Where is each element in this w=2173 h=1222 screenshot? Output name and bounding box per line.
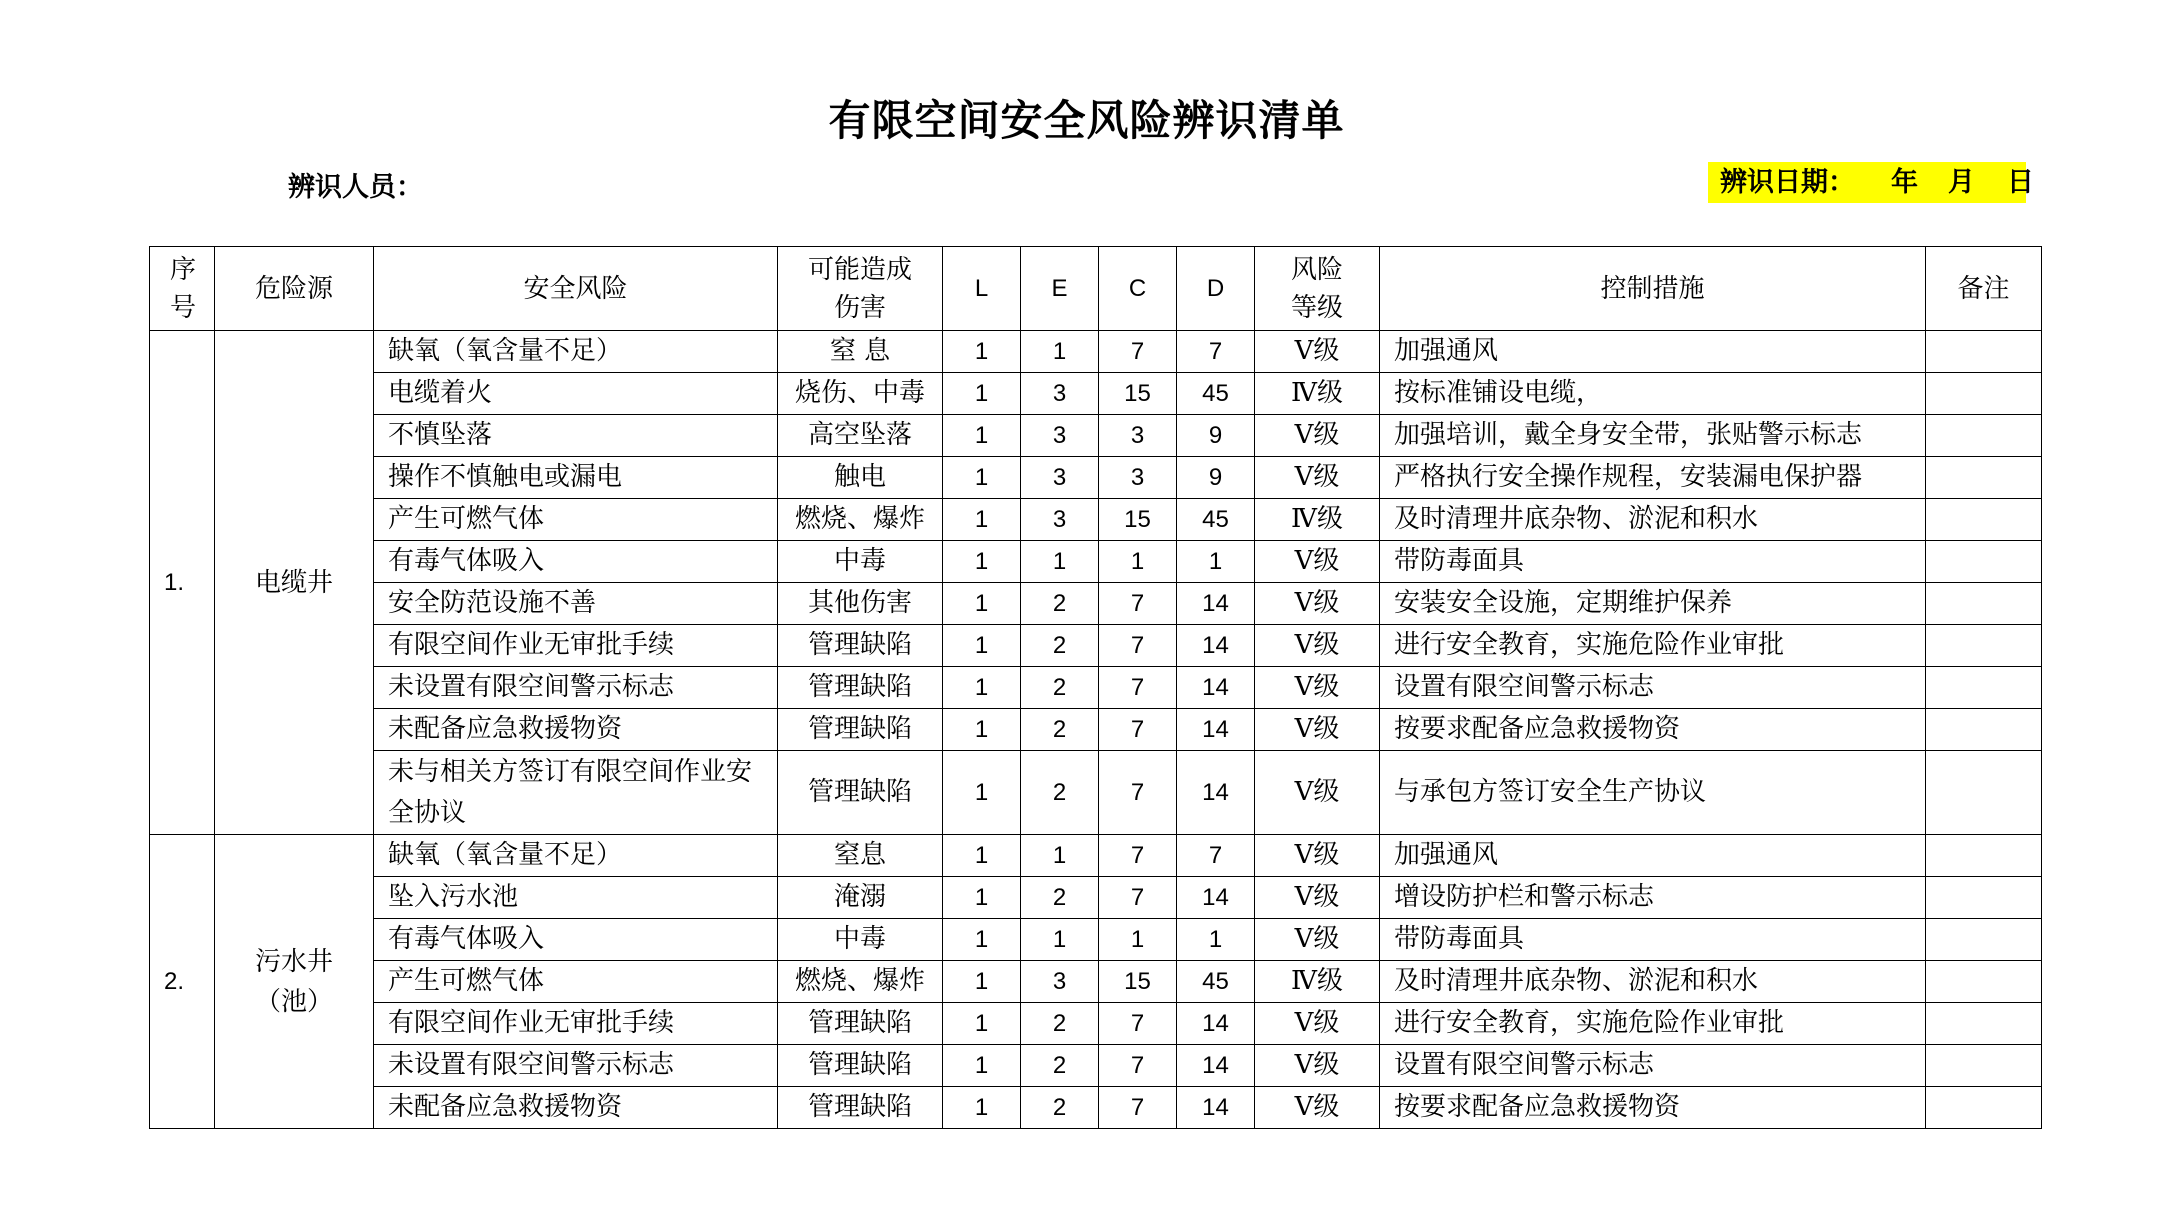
- table-row: [150, 961, 2042, 1003]
- l-cell: 1: [943, 919, 1021, 961]
- remark-cell: [1926, 1087, 2042, 1129]
- remark-cell: [1926, 583, 2042, 625]
- table-row: [150, 373, 2042, 415]
- harm-cell: 管理缺陷: [778, 751, 943, 835]
- remark-cell: [1926, 373, 2042, 415]
- remark-cell: [1926, 541, 2042, 583]
- measure-cell: 与承包方签订安全生产协议: [1380, 751, 1926, 835]
- d-cell: 14: [1177, 667, 1255, 709]
- date-day: 日: [2007, 167, 2034, 198]
- remark-cell: [1926, 835, 2042, 877]
- level-cell: Ⅳ级: [1255, 499, 1380, 541]
- d-cell: 1: [1177, 919, 1255, 961]
- header-remark: 备注: [1926, 247, 2042, 331]
- measure-cell: 按要求配备应急救援物资: [1380, 1087, 1926, 1129]
- risk-cell: 安全防范设施不善: [374, 583, 778, 625]
- hazard-cell: 电缆井: [215, 331, 374, 835]
- l-cell: 1: [943, 415, 1021, 457]
- level-cell: Ⅴ级: [1255, 667, 1380, 709]
- risk-cell: 缺氧（氧含量不足）: [374, 835, 778, 877]
- risk-table: [149, 246, 2042, 1129]
- measure-cell: 进行安全教育，实施危险作业审批: [1380, 1003, 1926, 1045]
- d-cell: 9: [1177, 415, 1255, 457]
- table-row: [150, 709, 2042, 751]
- seq-cell: 1.: [150, 331, 215, 835]
- e-cell: 2: [1021, 625, 1099, 667]
- d-cell: 14: [1177, 709, 1255, 751]
- header-harm: 可能造成伤害: [778, 247, 943, 331]
- l-cell: 1: [943, 457, 1021, 499]
- table-row: [150, 499, 2042, 541]
- l-cell: 1: [943, 709, 1021, 751]
- harm-cell: 燃烧、爆炸: [778, 499, 943, 541]
- level-cell: Ⅴ级: [1255, 415, 1380, 457]
- harm-cell: 燃烧、爆炸: [778, 961, 943, 1003]
- table-row: [150, 415, 2042, 457]
- measure-cell: 及时清理井底杂物、淤泥和积水: [1380, 961, 1926, 1003]
- d-cell: 14: [1177, 625, 1255, 667]
- level-cell: Ⅴ级: [1255, 1045, 1380, 1087]
- remark-cell: [1926, 415, 2042, 457]
- d-cell: 14: [1177, 877, 1255, 919]
- risk-cell: 有毒气体吸入: [374, 919, 778, 961]
- measure-cell: 加强通风: [1380, 835, 1926, 877]
- e-cell: 1: [1021, 331, 1099, 373]
- c-cell: 7: [1099, 625, 1177, 667]
- c-cell: 7: [1099, 1087, 1177, 1129]
- header-seq: 序号: [150, 247, 215, 331]
- page-title: 有限空间安全风险辨识清单: [828, 96, 1345, 145]
- l-cell: 1: [943, 541, 1021, 583]
- remark-cell: [1926, 499, 2042, 541]
- table-row: [150, 331, 2042, 373]
- level-cell: Ⅴ级: [1255, 1003, 1380, 1045]
- e-cell: 2: [1021, 667, 1099, 709]
- l-cell: 1: [943, 667, 1021, 709]
- measure-cell: 安装安全设施，定期维护保养: [1380, 583, 1926, 625]
- e-cell: 2: [1021, 709, 1099, 751]
- date-year: 年: [1891, 167, 1918, 198]
- risk-cell: 未配备应急救援物资: [374, 1087, 778, 1129]
- table-row: [150, 835, 2042, 877]
- level-cell: Ⅴ级: [1255, 751, 1380, 835]
- c-cell: 15: [1099, 373, 1177, 415]
- c-cell: 7: [1099, 751, 1177, 835]
- remark-cell: [1926, 331, 2042, 373]
- remark-cell: [1926, 919, 2042, 961]
- measure-cell: 增设防护栏和警示标志: [1380, 877, 1926, 919]
- level-cell: Ⅴ级: [1255, 331, 1380, 373]
- measure-cell: 设置有限空间警示标志: [1380, 1045, 1926, 1087]
- e-cell: 2: [1021, 1003, 1099, 1045]
- hazard-cell: 污水井（池）: [215, 835, 374, 1129]
- d-cell: 7: [1177, 835, 1255, 877]
- table-row: [150, 919, 2042, 961]
- e-cell: 2: [1021, 583, 1099, 625]
- table-row: [150, 1087, 2042, 1129]
- e-cell: 1: [1021, 541, 1099, 583]
- level-cell: Ⅴ级: [1255, 835, 1380, 877]
- date-month: 月: [1948, 167, 1975, 198]
- d-cell: 45: [1177, 499, 1255, 541]
- d-cell: 14: [1177, 583, 1255, 625]
- level-cell: Ⅴ级: [1255, 583, 1380, 625]
- c-cell: 7: [1099, 877, 1177, 919]
- measure-cell: 带防毒面具: [1380, 919, 1926, 961]
- measure-cell: 设置有限空间警示标志: [1380, 667, 1926, 709]
- level-cell: Ⅴ级: [1255, 457, 1380, 499]
- c-cell: 1: [1099, 541, 1177, 583]
- remark-cell: [1926, 667, 2042, 709]
- harm-cell: 管理缺陷: [778, 667, 943, 709]
- d-cell: 45: [1177, 961, 1255, 1003]
- table-row: [150, 667, 2042, 709]
- l-cell: 1: [943, 1087, 1021, 1129]
- identification-date: [1708, 162, 2034, 203]
- level-cell: Ⅴ级: [1255, 877, 1380, 919]
- measure-cell: 按要求配备应急救援物资: [1380, 709, 1926, 751]
- measure-cell: 带防毒面具: [1380, 541, 1926, 583]
- l-cell: 1: [943, 751, 1021, 835]
- remark-cell: [1926, 877, 2042, 919]
- e-cell: 3: [1021, 457, 1099, 499]
- risk-cell: 不慎坠落: [374, 415, 778, 457]
- l-cell: 1: [943, 835, 1021, 877]
- e-cell: 2: [1021, 751, 1099, 835]
- measure-cell: 及时清理井底杂物、淤泥和积水: [1380, 499, 1926, 541]
- e-cell: 3: [1021, 373, 1099, 415]
- harm-cell: 烧伤、中毒: [778, 373, 943, 415]
- risk-cell: 未设置有限空间警示标志: [374, 1045, 778, 1087]
- l-cell: 1: [943, 499, 1021, 541]
- c-cell: 7: [1099, 583, 1177, 625]
- d-cell: 14: [1177, 1045, 1255, 1087]
- seq-cell: 2.: [150, 835, 215, 1129]
- c-cell: 3: [1099, 457, 1177, 499]
- e-cell: 2: [1021, 877, 1099, 919]
- risk-cell: 有毒气体吸入: [374, 541, 778, 583]
- level-cell: Ⅴ级: [1255, 625, 1380, 667]
- harm-cell: 中毒: [778, 919, 943, 961]
- e-cell: 3: [1021, 499, 1099, 541]
- table-row: [150, 751, 2042, 835]
- remark-cell: [1926, 457, 2042, 499]
- c-cell: 7: [1099, 1003, 1177, 1045]
- d-cell: 7: [1177, 331, 1255, 373]
- c-cell: 7: [1099, 709, 1177, 751]
- c-cell: 7: [1099, 331, 1177, 373]
- e-cell: 2: [1021, 1045, 1099, 1087]
- risk-cell: 未设置有限空间警示标志: [374, 667, 778, 709]
- risk-cell: 未配备应急救援物资: [374, 709, 778, 751]
- harm-cell: 中毒: [778, 541, 943, 583]
- d-cell: 14: [1177, 1003, 1255, 1045]
- risk-cell: 未与相关方签订有限空间作业安全协议: [374, 751, 778, 835]
- e-cell: 3: [1021, 415, 1099, 457]
- table-row: [150, 457, 2042, 499]
- level-cell: Ⅴ级: [1255, 1087, 1380, 1129]
- harm-cell: 其他伤害: [778, 583, 943, 625]
- measure-cell: 加强通风: [1380, 331, 1926, 373]
- measure-cell: 加强培训，戴全身安全带，张贴警示标志: [1380, 415, 1926, 457]
- risk-cell: 产生可燃气体: [374, 499, 778, 541]
- remark-cell: [1926, 1003, 2042, 1045]
- d-cell: 14: [1177, 1087, 1255, 1129]
- d-cell: 9: [1177, 457, 1255, 499]
- risk-cell: 电缆着火: [374, 373, 778, 415]
- harm-cell: 管理缺陷: [778, 1045, 943, 1087]
- table-row: [150, 1003, 2042, 1045]
- header-hazard: 危险源: [215, 247, 374, 331]
- risk-cell: 坠入污水池: [374, 877, 778, 919]
- risk-cell: 操作不慎触电或漏电: [374, 457, 778, 499]
- harm-cell: 管理缺陷: [778, 1087, 943, 1129]
- risk-cell: 缺氧（氧含量不足）: [374, 331, 778, 373]
- d-cell: 45: [1177, 373, 1255, 415]
- e-cell: 1: [1021, 919, 1099, 961]
- header-risk: 安全风险: [374, 247, 778, 331]
- c-cell: 3: [1099, 415, 1177, 457]
- harm-cell: 管理缺陷: [778, 1003, 943, 1045]
- remark-cell: [1926, 961, 2042, 1003]
- table-row: [150, 583, 2042, 625]
- c-cell: 1: [1099, 919, 1177, 961]
- l-cell: 1: [943, 373, 1021, 415]
- e-cell: 3: [1021, 961, 1099, 1003]
- table-row: [150, 1045, 2042, 1087]
- level-cell: Ⅳ级: [1255, 961, 1380, 1003]
- l-cell: 1: [943, 331, 1021, 373]
- d-cell: 1: [1177, 541, 1255, 583]
- e-cell: 1: [1021, 835, 1099, 877]
- header-l: L: [943, 247, 1021, 331]
- c-cell: 7: [1099, 835, 1177, 877]
- header-measure: 控制措施: [1380, 247, 1926, 331]
- l-cell: 1: [943, 583, 1021, 625]
- risk-table-body: [150, 331, 2042, 1129]
- l-cell: 1: [943, 877, 1021, 919]
- harm-cell: 淹溺: [778, 877, 943, 919]
- measure-cell: 按标准铺设电缆，: [1380, 373, 1926, 415]
- header-e: E: [1021, 247, 1099, 331]
- l-cell: 1: [943, 625, 1021, 667]
- harm-cell: 管理缺陷: [778, 625, 943, 667]
- remark-cell: [1926, 751, 2042, 835]
- level-cell: Ⅳ级: [1255, 373, 1380, 415]
- header-d: D: [1177, 247, 1255, 331]
- harm-cell: 窒 息: [778, 331, 943, 373]
- l-cell: 1: [943, 961, 1021, 1003]
- harm-cell: 窒息: [778, 835, 943, 877]
- level-cell: Ⅴ级: [1255, 541, 1380, 583]
- level-cell: Ⅴ级: [1255, 709, 1380, 751]
- table-row: [150, 625, 2042, 667]
- remark-cell: [1926, 1045, 2042, 1087]
- header-c: C: [1099, 247, 1177, 331]
- harm-cell: 管理缺陷: [778, 709, 943, 751]
- measure-cell: 严格执行安全操作规程，安装漏电保护器: [1380, 457, 1926, 499]
- harm-cell: 触电: [778, 457, 943, 499]
- level-cell: Ⅴ级: [1255, 919, 1380, 961]
- identifier-label: 辨识人员：: [288, 172, 423, 203]
- risk-cell: 有限空间作业无审批手续: [374, 1003, 778, 1045]
- remark-cell: [1926, 709, 2042, 751]
- measure-cell: 进行安全教育，实施危险作业审批: [1380, 625, 1926, 667]
- l-cell: 1: [943, 1003, 1021, 1045]
- header-level: 风险等级: [1255, 247, 1380, 331]
- e-cell: 2: [1021, 1087, 1099, 1129]
- c-cell: 15: [1099, 961, 1177, 1003]
- c-cell: 15: [1099, 499, 1177, 541]
- risk-cell: 产生可燃气体: [374, 961, 778, 1003]
- remark-cell: [1926, 625, 2042, 667]
- c-cell: 7: [1099, 667, 1177, 709]
- table-row: [150, 877, 2042, 919]
- d-cell: 14: [1177, 751, 1255, 835]
- harm-cell: 高空坠落: [778, 415, 943, 457]
- table-row: [150, 541, 2042, 583]
- c-cell: 7: [1099, 1045, 1177, 1087]
- header-row: [150, 247, 2042, 331]
- date-label: 辨识日期：: [1720, 167, 1855, 198]
- risk-cell: 有限空间作业无审批手续: [374, 625, 778, 667]
- l-cell: 1: [943, 1045, 1021, 1087]
